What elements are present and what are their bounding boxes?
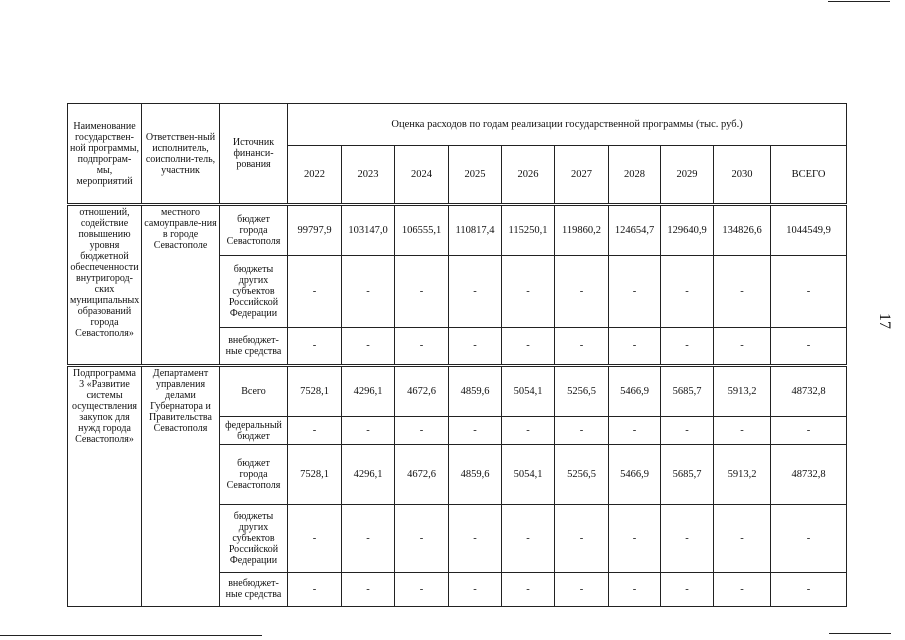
amount-cell: 48732,8 xyxy=(771,366,847,417)
amount-cell: 5054,1 xyxy=(502,445,555,504)
amount-cell: - xyxy=(609,327,661,365)
amount-cell: 99797,9 xyxy=(288,205,342,255)
amount-cell: - xyxy=(609,572,661,606)
amount-cell: - xyxy=(555,327,609,365)
amount-cell: - xyxy=(288,572,342,606)
funding-source-cell: внебюджет-ные средства xyxy=(220,572,288,606)
page-number: 17 xyxy=(876,313,893,329)
program-name-cell: отношений, содействие повышению уровня бюджетной обеспеченности внутригород-ских муниципальных образований города Севастополя» xyxy=(68,205,142,366)
amount-cell: - xyxy=(661,572,714,606)
amount-cell: 5466,9 xyxy=(609,445,661,504)
amount-cell: 7528,1 xyxy=(288,366,342,417)
header-executor-cell: Ответствен-ный исполнитель, соисполни-тель, участник xyxy=(142,104,220,205)
program-name-cell: Подпрограмма 3 «Развитие системы осуществления закупок для нужд города Севастополя» xyxy=(68,366,142,607)
budget-table xyxy=(67,103,847,607)
scan-line-top-right xyxy=(828,1,890,2)
amount-cell: - xyxy=(342,572,395,606)
amount-cell: - xyxy=(555,255,609,327)
table-row xyxy=(68,205,847,255)
amount-cell: - xyxy=(502,504,555,572)
amount-cell: 48732,8 xyxy=(771,445,847,504)
amount-cell: 7528,1 xyxy=(288,445,342,504)
year-header-cell: 2029 xyxy=(661,146,714,205)
table-body xyxy=(68,104,847,607)
amount-cell: - xyxy=(449,417,502,445)
year-header-cell: 2025 xyxy=(449,146,502,205)
amount-cell: - xyxy=(502,572,555,606)
amount-cell: - xyxy=(342,504,395,572)
year-header-cell: 2024 xyxy=(395,146,449,205)
header-source-cell: Источник финанси-рования xyxy=(220,104,288,205)
amount-cell: 4672,6 xyxy=(395,445,449,504)
header-estimate-cell: Оценка расходов по годам реализации государственной программы (тыс. руб.) xyxy=(288,104,847,146)
amount-cell: - xyxy=(342,417,395,445)
amount-cell: 119860,2 xyxy=(555,205,609,255)
amount-cell: - xyxy=(555,417,609,445)
amount-cell: - xyxy=(609,504,661,572)
amount-cell: - xyxy=(288,504,342,572)
year-header-cell: 2030 xyxy=(714,146,771,205)
amount-cell: 5913,2 xyxy=(714,445,771,504)
amount-cell: 4296,1 xyxy=(342,366,395,417)
amount-cell: - xyxy=(288,327,342,365)
amount-cell: 134826,6 xyxy=(714,205,771,255)
amount-cell: 5256,5 xyxy=(555,366,609,417)
amount-cell: - xyxy=(771,255,847,327)
amount-cell: - xyxy=(395,572,449,606)
amount-cell: - xyxy=(502,255,555,327)
amount-cell: 5913,2 xyxy=(714,366,771,417)
amount-cell: - xyxy=(395,255,449,327)
amount-cell: - xyxy=(395,327,449,365)
amount-cell: - xyxy=(449,572,502,606)
table-row xyxy=(68,366,847,417)
amount-cell: - xyxy=(771,417,847,445)
amount-cell: - xyxy=(771,572,847,606)
amount-cell: - xyxy=(609,255,661,327)
amount-cell: 106555,1 xyxy=(395,205,449,255)
amount-cell: - xyxy=(714,572,771,606)
header-name-cell: Наименование государствен-ной программы, подпрограм-мы, мероприятий xyxy=(68,104,142,205)
amount-cell: - xyxy=(342,327,395,365)
amount-cell: - xyxy=(502,417,555,445)
amount-cell: - xyxy=(714,327,771,365)
amount-cell: 4859,6 xyxy=(449,366,502,417)
amount-cell: 124654,7 xyxy=(609,205,661,255)
funding-source-cell: федеральный бюджет xyxy=(220,417,288,445)
amount-cell: 4296,1 xyxy=(342,445,395,504)
amount-cell: - xyxy=(609,417,661,445)
amount-cell: - xyxy=(502,327,555,365)
amount-cell: 5466,9 xyxy=(609,366,661,417)
amount-cell: 5685,7 xyxy=(661,366,714,417)
funding-source-cell: бюджеты других субъектов Российской Федерации xyxy=(220,255,288,327)
amount-cell: 115250,1 xyxy=(502,205,555,255)
year-header-cell: 2026 xyxy=(502,146,555,205)
executor-cell: Департамент управления делами Губернатора и Правительства Севастополя xyxy=(142,366,220,607)
amount-cell: 4859,6 xyxy=(449,445,502,504)
executor-cell: местного самоуправле-ния в городе Севастополе xyxy=(142,205,220,366)
year-header-cell: 2028 xyxy=(609,146,661,205)
amount-cell: - xyxy=(714,417,771,445)
year-header-cell: ВСЕГО xyxy=(771,146,847,205)
scan-line-bottom-left xyxy=(0,635,262,636)
amount-cell: - xyxy=(661,327,714,365)
amount-cell: 110817,4 xyxy=(449,205,502,255)
year-header-cell: 2022 xyxy=(288,146,342,205)
funding-source-cell: бюджет города Севастополя xyxy=(220,205,288,255)
scan-line-bottom-right xyxy=(829,633,891,634)
funding-source-cell: бюджеты других субъектов Российской Федерации xyxy=(220,504,288,572)
amount-cell: 103147,0 xyxy=(342,205,395,255)
amount-cell: 129640,9 xyxy=(661,205,714,255)
amount-cell: - xyxy=(661,255,714,327)
amount-cell: 5256,5 xyxy=(555,445,609,504)
amount-cell: - xyxy=(771,504,847,572)
amount-cell: 4672,6 xyxy=(395,366,449,417)
amount-cell: - xyxy=(771,327,847,365)
amount-cell: 5054,1 xyxy=(502,366,555,417)
amount-cell: - xyxy=(555,504,609,572)
funding-source-cell: внебюджет-ные средства xyxy=(220,327,288,365)
amount-cell: - xyxy=(395,504,449,572)
amount-cell: - xyxy=(288,417,342,445)
funding-source-cell: бюджет города Севастополя xyxy=(220,445,288,504)
amount-cell: - xyxy=(342,255,395,327)
amount-cell: - xyxy=(395,417,449,445)
year-header-cell: 2023 xyxy=(342,146,395,205)
amount-cell: - xyxy=(449,255,502,327)
amount-cell: - xyxy=(714,504,771,572)
amount-cell: - xyxy=(449,327,502,365)
header-row-1 xyxy=(68,104,847,146)
amount-cell: - xyxy=(449,504,502,572)
amount-cell: 1044549,9 xyxy=(771,205,847,255)
amount-cell: - xyxy=(661,504,714,572)
funding-source-cell: Всего xyxy=(220,366,288,417)
amount-cell: - xyxy=(288,255,342,327)
amount-cell: - xyxy=(661,417,714,445)
amount-cell: - xyxy=(714,255,771,327)
amount-cell: - xyxy=(555,572,609,606)
year-header-cell: 2027 xyxy=(555,146,609,205)
amount-cell: 5685,7 xyxy=(661,445,714,504)
